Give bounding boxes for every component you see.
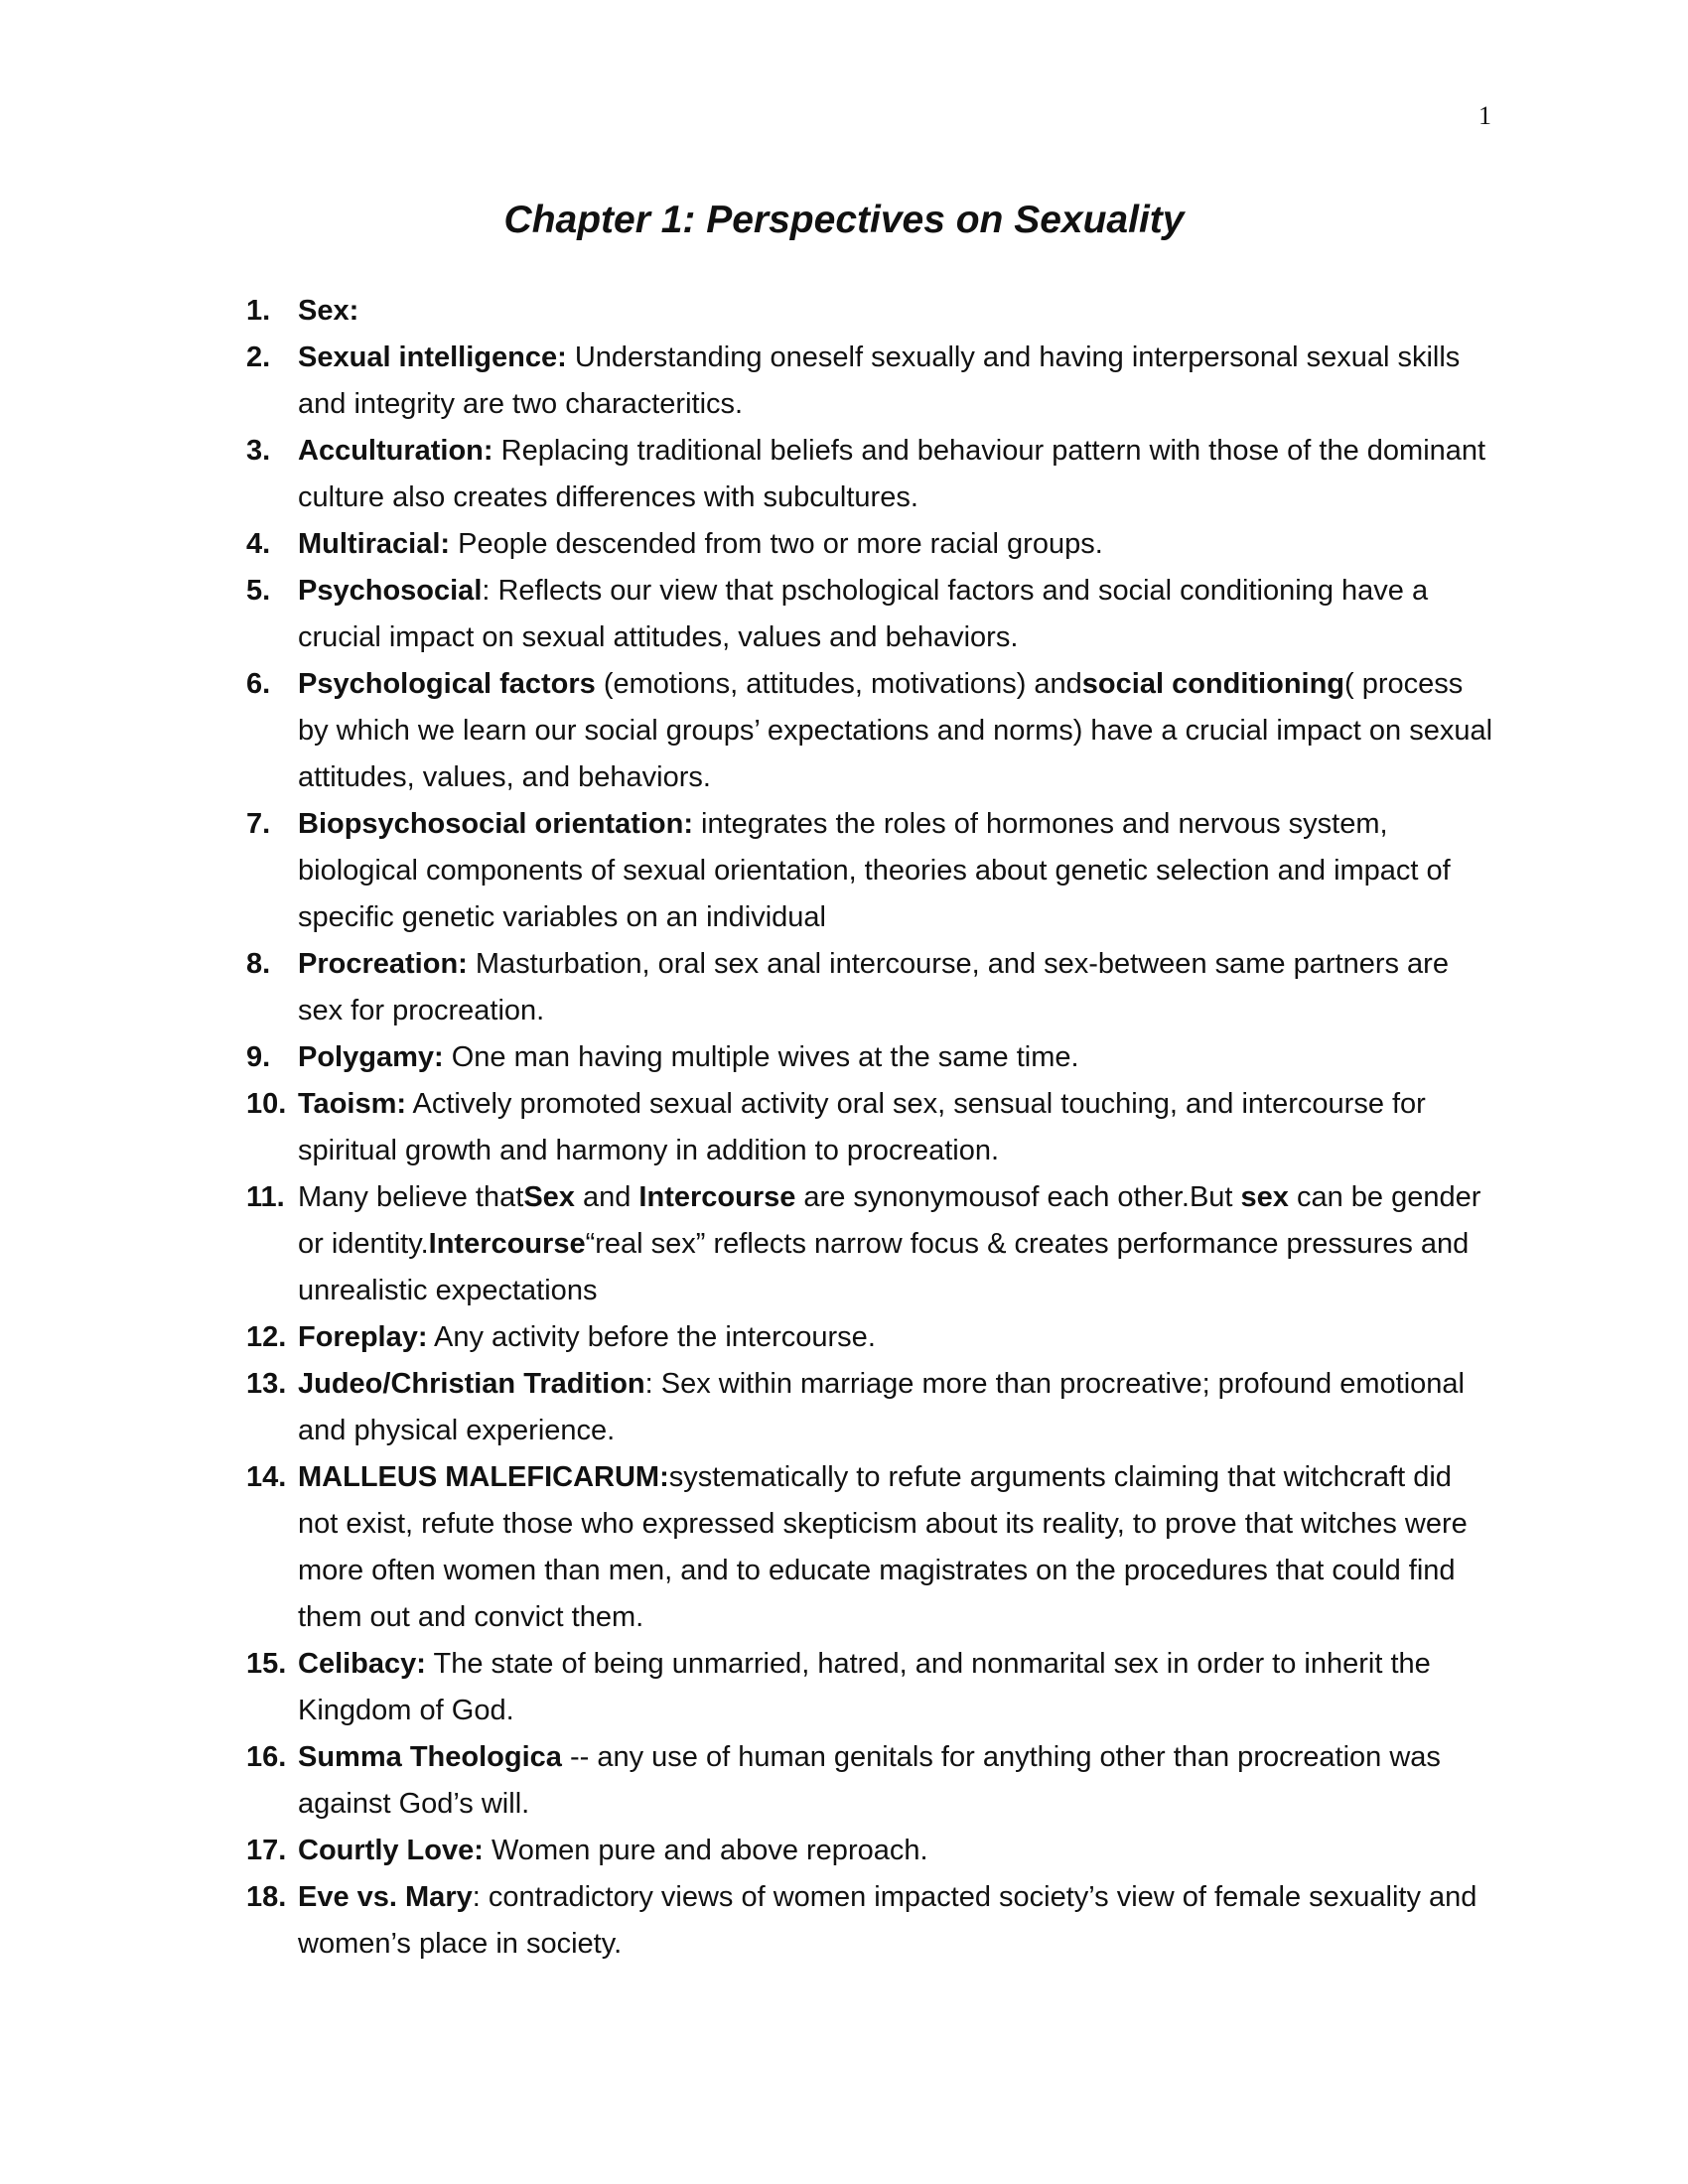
item-number: 11.: [246, 1181, 285, 1213]
term-heading: Sexual intelligence:: [298, 341, 567, 373]
item-number: 18.: [246, 1881, 287, 1913]
term-heading: Sex:: [298, 295, 359, 327]
term-list: [246, 288, 1497, 1968]
page-title: Chapter 1: Perspectives on Sexuality: [503, 199, 1185, 241]
term-text: : Sex within marriage more than procreative; profound emotional and physical experience.: [298, 1368, 1465, 1446]
term-heading: Acculturation:: [298, 435, 493, 467]
item-number: 7.: [246, 808, 271, 840]
item-number: 5.: [246, 575, 271, 607]
list-item: [246, 941, 1497, 1034]
term-heading: Foreplay:: [298, 1321, 428, 1353]
list-item: [246, 1641, 1497, 1734]
term-text: (emotions, attitudes, motivations) and: [595, 668, 1082, 700]
item-number: 8.: [246, 948, 271, 980]
term-heading: Psychological factors: [298, 668, 596, 700]
list-item: [246, 1874, 1497, 1968]
term-text: Masturbation, oral sex anal intercourse, and sex-between same partners are sex for procreation.: [298, 948, 1449, 1026]
term-text: ( process by which we learn our social groups’ expectations and norms) have a crucial impact on sexual attitudes, values, and behaviors.: [298, 668, 1493, 793]
term-heading: Biopsychosocial orientation:: [298, 808, 693, 840]
term-text: -- any use of human genitals for anything other than procreation was against God’s will.: [298, 1741, 1441, 1820]
item-number: 6.: [246, 668, 271, 700]
term-text: “real sex” reflects narrow focus & creates performance pressures and unrealistic expectations: [298, 1228, 1470, 1306]
list-item: [246, 1034, 1497, 1081]
term-text: Understanding oneself sexually and having interpersonal sexual skills and integrity are two characteritics.: [298, 341, 1461, 420]
item-number: 1.: [246, 295, 271, 327]
term-text: systematically to refute arguments claiming that witchcraft did not exist, refute those who expressed skepticism about its reality, to prove that witches were more often women than men, and to educate magistrates on the procedures that could find them out and convict them.: [298, 1461, 1468, 1633]
list-item: [246, 1454, 1497, 1641]
term-heading: MALLEUS MALEFICARUM:: [298, 1461, 669, 1493]
list-item: [246, 335, 1497, 428]
term-heading: Taoism:: [298, 1088, 407, 1120]
item-number: 13.: [246, 1368, 287, 1400]
item-number: 4.: [246, 528, 271, 560]
page-number: 1: [1478, 101, 1491, 130]
term-text: : Reflects our view that pschological factors and social conditioning have a crucial impact on sexual attitudes, values and behaviors.: [298, 575, 1429, 653]
term-text: The state of being unmarried, hatred, and nonmarital sex in order to inherit the Kingdom of God.: [298, 1648, 1431, 1726]
list-item: [246, 428, 1497, 521]
term-heading: Sex: [523, 1181, 575, 1213]
item-number: 15.: [246, 1648, 287, 1680]
item-number: 9.: [246, 1041, 271, 1073]
term-text: : contradictory views of women impacted society’s view of female sexuality and women’s place in society.: [298, 1881, 1477, 1960]
term-text: Many believe that: [298, 1181, 524, 1213]
item-number: 12.: [246, 1321, 287, 1353]
item-number: 14.: [246, 1461, 287, 1493]
term-text: People descended from two or more racial groups.: [450, 528, 1103, 560]
item-number: 3.: [246, 435, 271, 467]
list-item: [246, 1174, 1497, 1314]
term-heading: Procreation:: [298, 948, 468, 980]
term-heading: Intercourse: [638, 1181, 796, 1213]
list-item: [246, 1314, 1497, 1361]
term-heading: Intercourse: [428, 1228, 586, 1260]
term-text: Women pure and above reproach.: [483, 1835, 928, 1866]
term-heading: sex: [1240, 1181, 1289, 1213]
term-text: are synonymousof each other.But: [795, 1181, 1241, 1213]
term-heading: Judeo/Christian Tradition: [298, 1368, 645, 1400]
list-item: [246, 568, 1497, 661]
term-heading: Eve vs. Mary: [298, 1881, 473, 1913]
list-item: [246, 1734, 1497, 1828]
term-text: can be gender or identity.: [298, 1181, 1481, 1260]
item-number: 17.: [246, 1835, 287, 1866]
term-heading: Polygamy:: [298, 1041, 444, 1073]
list-item: [246, 801, 1497, 941]
term-text: Replacing traditional beliefs and behaviour pattern with those of the dominant culture also creates differences with subcultures.: [298, 435, 1486, 513]
item-number: 2.: [246, 341, 271, 373]
term-heading: Summa Theologica: [298, 1741, 562, 1773]
term-heading: Celibacy:: [298, 1648, 426, 1680]
term-heading: social conditioning: [1081, 668, 1345, 700]
term-text: One man having multiple wives at the same time.: [443, 1041, 1079, 1073]
list-item: [246, 521, 1497, 568]
term-text: integrates the roles of hormones and nervous system, biological components of sexual orientation, theories about genetic selection and impact of specific genetic variables on an individual: [298, 808, 1451, 933]
list-item: [246, 661, 1497, 801]
list-item: [246, 1828, 1497, 1874]
term-heading: Psychosocial: [298, 575, 483, 607]
term-heading: Courtly Love:: [298, 1835, 484, 1866]
term-text: and: [574, 1181, 639, 1213]
term-text: Actively promoted sexual activity oral sex, sensual touching, and intercourse for spiritual growth and harmony in addition to procreation.: [298, 1088, 1426, 1166]
item-number: 16.: [246, 1741, 287, 1773]
term-text: Any activity before the intercourse.: [427, 1321, 876, 1353]
term-heading: Multiracial:: [298, 528, 451, 560]
list-item: [246, 288, 1497, 335]
list-item: [246, 1081, 1497, 1174]
item-number: 10.: [246, 1088, 287, 1120]
list-item: [246, 1361, 1497, 1454]
